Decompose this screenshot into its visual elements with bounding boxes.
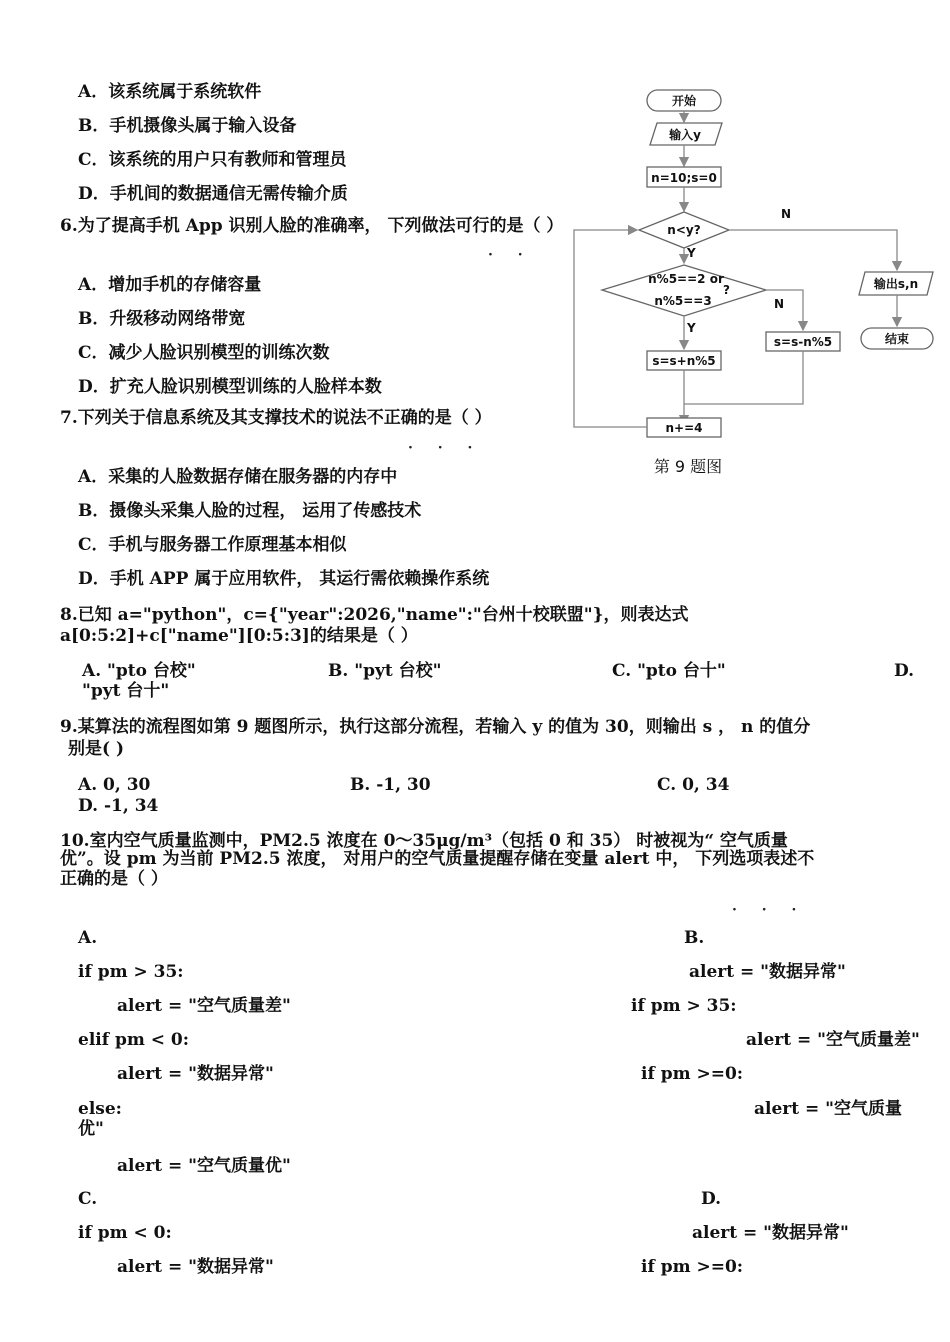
q10-option-a-label: A.: [78, 928, 98, 948]
q8-option-d-label: D.: [894, 661, 915, 681]
q9-option-c: C. 0, 34: [657, 775, 730, 795]
flow-start-label: 开始: [671, 94, 697, 108]
flow-sub-label: s=s-n%5: [773, 335, 833, 349]
q10-b-code-line: alert = "空气质量差": [746, 1030, 920, 1050]
q10-option-d-label: D.: [701, 1189, 722, 1209]
flow-output-label: 输出s,n: [873, 277, 919, 291]
flow-no-label: N: [774, 297, 785, 311]
q9-option-a: A. 0, 30: [78, 775, 151, 795]
q6-option-d: D．扩充人脸识别模型训练的人脸样本数: [78, 377, 382, 397]
flow-input-label: 输入y: [669, 128, 701, 142]
q8-option-d-text: "pyt 台十": [82, 681, 170, 701]
q10-b-code-line: if pm >=0:: [641, 1064, 744, 1084]
q6-stem: 6.为了提高手机 App 识别人脸的准确率， 下列做法可行的是（ ）: [60, 216, 564, 236]
q7-option-a: A．采集的人脸数据存储在服务器的内存中: [78, 467, 398, 487]
q8-option-a: A. "pto 台校": [82, 661, 196, 681]
q10-a-code-line: alert = "数据异常": [117, 1064, 274, 1084]
q8-option-b: B. "pyt 台校": [328, 661, 442, 681]
flow-no-label: N: [781, 207, 792, 221]
q10-stem-line2: 优”。设 pm 为当前 PM2.5 浓度， 对用户的空气质量提醒存储在变量 alert 中， 下列选项表述不: [60, 849, 815, 869]
q10-emphasis-dots: · · ·: [732, 902, 807, 918]
q7-option-b: B．摄像头采集人脸的过程， 运用了传感技术: [78, 501, 422, 521]
flow-add-label: s=s+n%5: [652, 354, 716, 368]
q7-option-d: D．手机 APP 属于应用软件， 其运行需依赖操作系统: [78, 569, 490, 589]
q6-option-b: B．升级移动网络带宽: [78, 309, 246, 329]
q10-a-code-line: alert = "空气质量优": [117, 1156, 291, 1176]
flow-caption: 第 9 题图: [653, 457, 723, 476]
q9-option-d: D. -1, 34: [78, 796, 159, 816]
q10-c-code-line: alert = "数据异常": [117, 1257, 274, 1277]
q7-stem: 7.下列关于信息系统及其支撑技术的说法不正确的是（ ）: [60, 408, 492, 428]
flow-end-label: 结束: [884, 332, 910, 346]
q10-b-code-line: alert = "空气质量: [754, 1099, 903, 1119]
q10-d-code-line: alert = "数据异常": [692, 1223, 849, 1243]
flow-cond2-label-1: n%5==2 or: [648, 272, 724, 286]
flow-init-label: n=10;s=0: [651, 171, 717, 185]
q10-c-code-line: if pm < 0:: [78, 1223, 172, 1243]
q8-option-c: C. "pto 台十": [612, 661, 726, 681]
flow-yes-label: Y: [687, 321, 696, 335]
q9-stem-line1: 9.某算法的流程图如第 9 题图所示，执行这部分流程，若输入 y 的值为 30，则输出 s ， n 的值分: [60, 717, 811, 737]
q10-a-code-line: elif pm < 0:: [78, 1030, 190, 1050]
q10-a-code-line: else:: [78, 1099, 122, 1119]
q10-stem-line1: 10.室内空气质量监测中，PM2.5 浓度在 0～35μg/m³（包括 0 和 35） 时被视为“ 空气质量: [60, 831, 788, 851]
flow-cond2-q: ?: [723, 283, 730, 297]
q7-option-c: C．手机与服务器工作原理基本相似: [78, 535, 347, 555]
q10-a-code-line: if pm > 35:: [78, 962, 184, 982]
q5-option-c: C．该系统的用户只有教师和管理员: [78, 150, 347, 170]
q9-stem-line2: 别是( ): [68, 739, 125, 759]
q9-option-b: B. -1, 30: [350, 775, 431, 795]
q6-emphasis-dots: · ·: [488, 247, 533, 263]
q5-option-a: A．该系统属于系统软件: [78, 82, 262, 102]
q10-b-code-line: if pm > 35:: [631, 996, 737, 1016]
flow-yes-label: Y: [687, 246, 696, 260]
flow-cond2-label-2: n%5==3: [654, 294, 712, 308]
q10-b-code-line: alert = "数据异常": [689, 962, 846, 982]
q10-stem-line3: 正确的是（ ）: [60, 869, 168, 889]
q6-option-c: C．减少人脸识别模型的训练次数: [78, 343, 330, 363]
q10-option-c-label: C.: [78, 1189, 98, 1209]
q10-option-b-label: B.: [684, 928, 705, 948]
flowchart-figure: [565, 80, 940, 480]
q10-d-code-line: if pm >=0:: [641, 1257, 744, 1277]
q8-stem-line1: 8.已知 a="python"，c={"year":2026,"name":"台州十校联盟"}，则表达式: [60, 605, 689, 625]
q5-option-d: D．手机间的数据通信无需传输介质: [78, 184, 348, 204]
flow-cond1-label: n<y?: [667, 223, 701, 237]
flow-inc-label: n+=4: [665, 421, 703, 435]
q10-b-code-line-wrap: 优": [78, 1119, 104, 1139]
q5-option-b: B．手机摄像头属于输入设备: [78, 116, 297, 136]
q10-a-code-line: alert = "空气质量差": [117, 996, 291, 1016]
q7-emphasis-dots: · · ·: [408, 440, 483, 456]
q8-stem-line2: a[0:5:2]+c["name"][0:5:3]的结果是（ ）: [60, 626, 418, 646]
q6-option-a: A．增加手机的存储容量: [78, 275, 262, 295]
